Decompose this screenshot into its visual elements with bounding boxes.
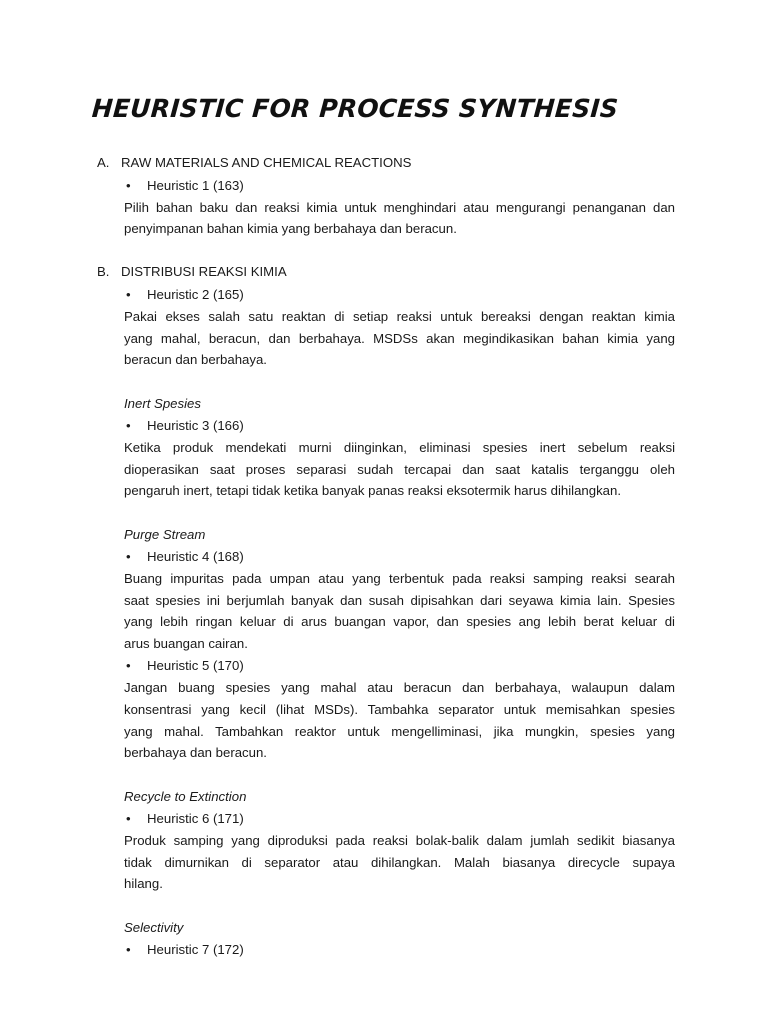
subheading-selectivity: Selectivity: [124, 920, 184, 935]
bullet-icon: •: [126, 418, 131, 433]
heuristic-4-line: saat spesies ini berjumlah banyak dan susah dipisahkan dari seyawa kimia lain. Spesies: [124, 593, 675, 608]
bullet-icon: •: [126, 658, 131, 673]
heuristic-3-line: pengaruh inert, tetapi tidak ketika banyak panas reaksi eksotermik harus dihilangkan.: [124, 483, 622, 498]
section-a-letter: A.: [97, 155, 110, 170]
heuristic-4-label: Heuristic 4 (168): [147, 549, 244, 564]
heuristic-1-line: penyimpanan bahan kimia yang berbahaya dan beracun.: [124, 221, 457, 236]
heuristic-4-line: arus buangan cairan.: [124, 636, 248, 651]
heuristic-6-line: Produk samping yang diproduksi pada reaksi bolak-balik dalam jumlah sedikit biasanya: [124, 833, 675, 848]
heuristic-4-line: Buang impuritas pada umpan atau yang terbentuk pada reaksi samping reaksi searah: [124, 571, 675, 586]
heuristic-2-line: Pakai ekses salah satu reaktan di setiap reaksi untuk bereaksi dengan reaktan kimia: [124, 309, 675, 324]
section-b-letter: B.: [97, 264, 110, 279]
heuristic-7-label: Heuristic 7 (172): [147, 942, 244, 957]
heuristic-6-line: tidak dimurnikan di separator atau dihilangkan. Malah biasanya direcycle supaya: [124, 855, 675, 870]
bullet-icon: •: [126, 287, 131, 302]
bullet-icon: •: [126, 942, 131, 957]
heuristic-6-line: hilang.: [124, 876, 163, 891]
subheading-recycle-to-extinction: Recycle to Extinction: [124, 789, 247, 804]
bullet-icon: •: [126, 178, 131, 193]
bullet-icon: •: [126, 549, 131, 564]
section-a-heading: RAW MATERIALS AND CHEMICAL REACTIONS: [121, 155, 412, 170]
bullet-icon: •: [126, 811, 131, 826]
heuristic-3-line: Ketika produk mendekati murni diinginkan, eliminasi spesies inert sebelum reaksi: [124, 440, 675, 455]
subheading-inert-spesies: Inert Spesies: [124, 396, 201, 411]
heuristic-6-label: Heuristic 6 (171): [147, 811, 244, 826]
heuristic-5-line: yang mahal. Tambahkan reaktor untuk mengelliminasi, jika mungkin, spesies yang: [124, 724, 675, 739]
heuristic-3-label: Heuristic 3 (166): [147, 418, 244, 433]
subheading-purge-stream: Purge Stream: [124, 527, 206, 542]
page-title: HEURISTIC FOR PROCESS SYNTHESIS: [90, 94, 620, 123]
heuristic-5-line: berbahaya dan beracun.: [124, 745, 267, 760]
heuristic-2-line: yang mahal, beracun, dan berbahaya. MSDSs akan megindikasikan bahan kimia yang: [124, 331, 675, 346]
heuristic-5-line: konsentrasi yang kecil (lihat MSDs). Tambahka separator untuk memisahkan spesies: [124, 702, 675, 717]
section-b-heading: DISTRIBUSI REAKSI KIMIA: [121, 264, 287, 279]
heuristic-2-label: Heuristic 2 (165): [147, 287, 244, 302]
heuristic-1-line: Pilih bahan baku dan reaksi kimia untuk menghindari atau mengurangi penanganan dan: [124, 200, 675, 215]
heuristic-3-line: dioperasikan saat proses separasi sudah tercapai dan saat katalis terganggu oleh: [124, 462, 675, 477]
heuristic-5-line: Jangan buang spesies yang mahal atau beracun dan berbahaya, walaupun dalam: [124, 680, 675, 695]
heuristic-1-label: Heuristic 1 (163): [147, 178, 244, 193]
heuristic-5-label: Heuristic 5 (170): [147, 658, 244, 673]
heuristic-4-line: yang lebih ringan keluar di arus buangan vapor, dan spesies ang lebih berat keluar di: [124, 614, 675, 629]
heuristic-2-line: beracun dan berbahaya.: [124, 352, 267, 367]
